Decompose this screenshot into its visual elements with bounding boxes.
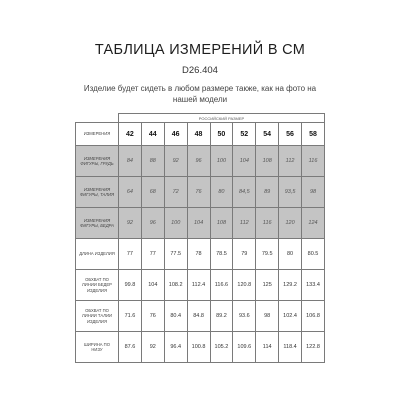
measurement-value: 76 [187,177,210,208]
measurement-value: 88 [141,146,164,177]
measurement-value: 64 [119,177,142,208]
measurement-row [76,301,325,332]
measurement-value: 72 [164,177,187,208]
row-label-line: ЛИНИИ ТАЛИИ [81,313,113,319]
size-header-58: 58 [302,123,325,146]
measurement-value: 77 [119,239,142,270]
measurement-value: 87.6 [119,332,142,363]
measurement-value: 78.5 [210,239,233,270]
measurement-value: 84.8 [187,301,210,332]
row-label-line: ЛИНИИ БЕДЕР [82,282,112,288]
size-header-46: 46 [164,123,187,146]
measurement-value: 102.4 [279,301,302,332]
row-label-line: ФИГУРЫ, БЕДРА [80,223,114,228]
measurement-value: 106.8 [302,301,325,332]
size-header-48: 48 [187,123,210,146]
measurement-value: 71.6 [119,301,142,332]
measurement-row [76,332,325,363]
row-label-line: ИЗМЕРЕНИЯ [83,155,111,161]
measurement-value: 92 [164,146,187,177]
measurement-value: 118.4 [279,332,302,363]
row-label-line: ДЛИНА ИЗДЕЛИЯ [79,251,115,257]
measurement-value: 120 [279,208,302,239]
measurement-value: 96 [187,146,210,177]
measurement-value: 89 [256,177,279,208]
fit-note-line: нашей модели [172,95,228,104]
measurement-value: 100 [164,208,187,239]
row-label [76,270,119,301]
measurement-value: 79 [233,239,256,270]
measurement-value: 78 [187,239,210,270]
measurement-value: 125 [256,270,279,301]
article-code: D26.404 [182,65,218,76]
measurement-value: 104 [187,208,210,239]
row-label-line: ФИГУРЫ, ТАЛИЯ [79,192,115,197]
size-header-50: 50 [210,123,233,146]
row-label [76,332,119,363]
size-header-54: 54 [256,123,279,146]
measurement-value: 98 [256,301,279,332]
row-label-line: ШИРИНА ПО [84,341,110,347]
size-header-52: 52 [233,123,256,146]
measurements-header: ИЗМЕРЕНИЯ [76,123,119,146]
measurement-value: 105.2 [210,332,233,363]
fit-note-line: Изделие будет сидеть в любом размере также, как на фото на [83,84,317,93]
measurement-value: 93.6 [233,301,256,332]
measurement-value: 98 [302,177,325,208]
measurement-value: 80.4 [164,301,187,332]
measurement-value: 116 [256,208,279,239]
measurement-value: 80 [279,239,302,270]
measurement-value: 100.8 [187,332,210,363]
measurement-value: 76 [141,301,164,332]
size-table [75,113,325,363]
measurement-value: 116 [302,146,325,177]
measurement-value: 93,5 [279,177,302,208]
row-label [76,208,119,239]
measurement-value: 80.5 [302,239,325,270]
measurement-value: 100 [210,146,233,177]
measurement-value: 122.8 [302,332,325,363]
measurement-value: 68 [141,177,164,208]
measurement-value: 112 [279,146,302,177]
corner-cell [76,114,119,123]
row-label [76,146,119,177]
row-label [76,177,119,208]
row-label-line: НИЗУ [91,347,103,352]
measurement-value: 133.4 [302,270,325,301]
row-label [76,301,119,332]
measurement-value: 89.2 [210,301,233,332]
measurement-value: 108 [256,146,279,177]
row-label-line: ИЗДЕЛИЯ [87,318,107,324]
size-header-44: 44 [141,123,164,146]
measurement-value: 84,5 [233,177,256,208]
measurement-value: 77.5 [164,239,187,270]
measurement-value: 112.4 [187,270,210,301]
measurement-value: 108.2 [164,270,187,301]
fit-note [80,83,320,105]
measurement-value: 92 [141,332,164,363]
measurement-row [76,270,325,301]
measurement-value: 96.4 [164,332,187,363]
measurement-value: 129.2 [279,270,302,301]
measurement-row [76,177,325,208]
measurement-value: 104 [233,146,256,177]
size-group-header: РОССИЙСКИЙ РАЗМЕР [119,114,325,123]
measurement-value: 116.6 [210,270,233,301]
measurement-value: 92 [119,208,142,239]
measurement-value: 79.5 [256,239,279,270]
measurement-value: 108 [210,208,233,239]
row-label-line: ФИГУРЫ, ГРУДЬ [80,161,114,166]
measurement-value: 112 [233,208,256,239]
page-title: ТАБЛИЦА ИЗМЕРЕНИЙ В СМ [94,42,306,58]
measurement-value: 77 [141,239,164,270]
measurement-value: 120.8 [233,270,256,301]
measurement-row [76,146,325,177]
size-header-42: 42 [119,123,142,146]
measurement-value: 99.8 [119,270,142,301]
row-label-line: ОБХВАТ ПО [85,307,109,313]
measurement-value: 124 [302,208,325,239]
measurement-value: 114 [256,332,279,363]
row-label-line: ОБХВАТ ПО [85,276,109,282]
measurement-value: 104 [141,270,164,301]
measurement-row [76,239,325,270]
row-label-line: ИЗМЕРЕНИЯ [83,217,111,223]
measurement-value: 109.6 [233,332,256,363]
measurement-row [76,208,325,239]
measurement-value: 84 [119,146,142,177]
size-header-56: 56 [279,123,302,146]
measurement-value: 96 [141,208,164,239]
row-label-line: ИЗДЕЛИЯ [87,287,107,293]
row-label-line: ИЗМЕРЕНИЯ [83,186,111,192]
measurement-value: 80 [210,177,233,208]
row-label [76,239,119,270]
